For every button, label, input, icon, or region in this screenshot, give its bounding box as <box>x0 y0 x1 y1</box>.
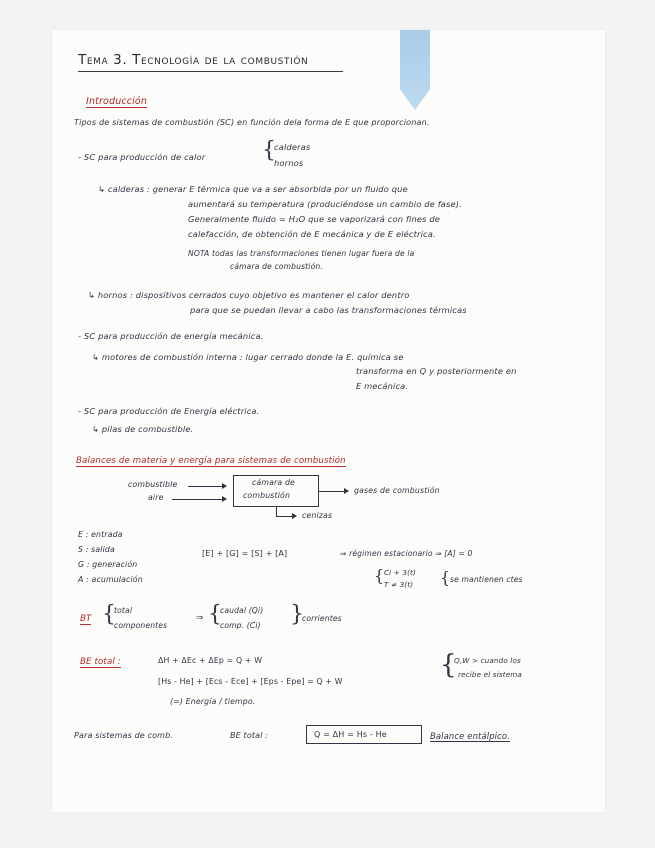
final-balance-entalpico: Balance entálpico. <box>430 731 511 741</box>
brace-const: { <box>374 566 385 585</box>
calderas-line-1: ↳ calderas : generar E térmica que va a ser absorbida por un fluido que <box>98 184 408 194</box>
be-note-1: Q,W > cuando los <box>454 656 521 665</box>
brace-bt-flows: { <box>208 602 222 627</box>
final-prefix: Para sistemas de comb. <box>74 731 174 740</box>
title-underline <box>78 71 343 72</box>
intro-heading: Introducción <box>86 96 148 107</box>
final-be: BE total : <box>230 731 269 740</box>
legend-entrada: E : entrada <box>78 530 123 539</box>
regime-note: ⇒ régimen estacionario ⇒ [A] = 0 <box>340 549 473 558</box>
motores-line-1: ↳ motores de combustión interna : lugar cerrado donde la E. química se <box>92 352 404 362</box>
be-note-2: recibe el sistema <box>458 670 522 679</box>
calderas-line-3: Generalmente fluido = H₂O que se vaporizará con fines de <box>188 214 441 224</box>
brace-bt-corr: } <box>290 602 304 627</box>
arrow-combustible <box>188 486 226 487</box>
diagram-out-cenizas: cenizas <box>302 511 333 520</box>
brace-be-note: { <box>440 650 457 680</box>
chamber-line-2: combustión <box>243 491 291 500</box>
const-note: se mantienen ctes <box>450 575 523 584</box>
bt-label: BT <box>80 614 92 624</box>
pilas: ↳ pilas de combustible. <box>92 424 194 434</box>
line-cenizas-down <box>276 506 277 516</box>
diagram-out-gases: gases de combustión <box>354 486 440 495</box>
brace-bt: { <box>102 602 116 627</box>
arrow-gases <box>318 491 348 492</box>
diagram-in-combustible: combustible <box>128 480 178 489</box>
const-line-2: T ≠ 3(t) <box>384 580 414 589</box>
hornos-line-2: para que se puedan llevar a cabo las transformaciones térmicas <box>190 305 467 315</box>
final-eq: Q = ΔH = Hs - He <box>314 730 387 739</box>
balance-equation: [E] + [G] = [S] + [A] <box>202 549 288 558</box>
calderas-line-2: aumentará su temperatura (produciéndose un cambio de fase). <box>188 199 462 209</box>
diagram-in-aire: aire <box>148 493 164 502</box>
nota-line-1: NOTA todas las transformaciones tienen lugar fuera de la <box>188 249 415 258</box>
sc-electrica: - SC para producción de Energía eléctrica. <box>78 406 260 416</box>
sc-calor: - SC para producción de calor <box>78 152 206 162</box>
arrow-cenizas <box>276 516 296 517</box>
legend-acumulacion: A : acumulación <box>78 575 143 584</box>
brace-const-2: { <box>440 568 451 587</box>
motores-line-3: E mecánica. <box>356 381 409 391</box>
be-eq-1: ΔH + ΔEc + ΔEp = Q + W <box>158 656 263 665</box>
const-line-1: Ci + 3(t) <box>384 568 416 577</box>
intro-line: Tipos de sistemas de combustión (SC) en función dela forma de E que proporcionan. <box>74 117 430 127</box>
opt-calderas: calderas <box>274 142 311 152</box>
hornos-line-1: ↳ hornos : dispositivos cerrados cuyo objetivo es mantener el calor dentro <box>88 290 410 300</box>
be-eq-2: [Hs - He] + [Ecs - Ece] + [Eps - Epe] = Q + W <box>158 677 343 686</box>
opt-hornos: hornos <box>274 158 304 168</box>
be-eq-3: (=) Energía / tiempo. <box>170 697 256 706</box>
balances-heading: Balances de materia y energía para sistemas de combustión <box>76 456 346 466</box>
brace-calor: { <box>262 138 276 163</box>
be-label: BE total : <box>80 657 121 667</box>
nota-line-2: cámara de combustión. <box>230 262 323 271</box>
bt-arrow: ⇒ <box>196 613 204 623</box>
bt-opt-componentes: componentes <box>114 621 168 630</box>
bt-corrientes: corrientes <box>302 614 342 623</box>
motores-line-2: transforma en Q y posteriormente en <box>356 366 517 376</box>
legend-salida: S : salida <box>78 545 115 554</box>
legend-generacion: G : generación <box>78 560 138 569</box>
bt-flow-caudal: caudal (Qi) <box>220 606 264 615</box>
calderas-line-4: calefacción, de obtención de E mecánica y de E eléctrica. <box>188 229 436 239</box>
bt-flow-comp: comp. (Ci) <box>220 621 261 630</box>
sc-mecanica: - SC para producción de energía mecánica. <box>78 331 264 341</box>
page-title: Tema 3. Tecnología de la combustión <box>78 52 309 68</box>
bt-opt-total: total <box>114 606 133 615</box>
notebook-page <box>52 30 605 812</box>
chamber-line-1: cámara de <box>252 478 295 487</box>
arrow-aire <box>172 499 226 500</box>
